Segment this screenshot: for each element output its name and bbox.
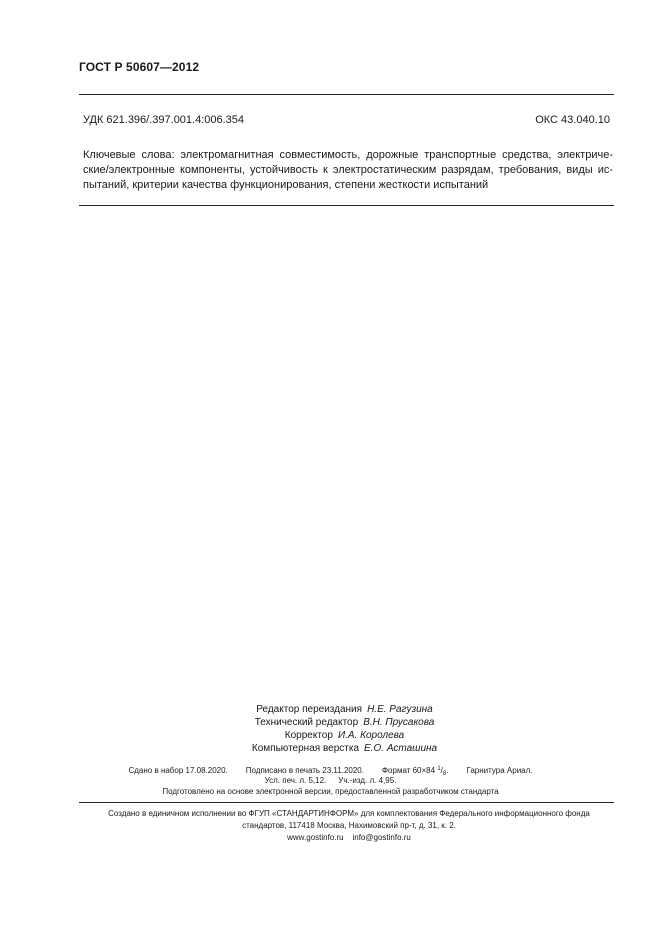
- top-divider: [79, 94, 614, 95]
- credit-name: И.А. Королева: [337, 730, 405, 741]
- credit-role: Технический редактор: [254, 717, 359, 728]
- footer-divider: [79, 802, 614, 803]
- footer-line: Создано в единичном исполнении во ФГУП «СТАНДАРТИНФОРМ» для комплектования Федерального информационного фонда: [108, 809, 590, 818]
- footer-line: стандартов, 117418 Москва, Нахимовский пр-т, д. 31, к. 2.: [242, 821, 456, 830]
- publisher-footer: [79, 808, 619, 844]
- standard-id: ГОСТ Р 50607—2012: [79, 60, 200, 74]
- editorial-credits: [0, 703, 661, 755]
- email-link[interactable]: info@gostinfo.ru: [352, 833, 411, 842]
- source-note: Подготовлено на основе электронной версии, предоставленной разработчиком стандарта: [162, 787, 499, 796]
- credit-name: Н.Е. Рагузина: [367, 704, 433, 715]
- oks-code: ОКС 43.040.10: [535, 114, 610, 126]
- sheet-counts: [0, 775, 661, 786]
- keywords-line: пытаний, критерии качества функционирования, степени жесткости испытаний: [83, 179, 489, 191]
- credit-name: В.Н. Прусакова: [363, 717, 435, 728]
- keywords-paragraph: [83, 148, 613, 193]
- credit-role: Редактор переиздания: [256, 704, 363, 715]
- credit-role: Компьютерная верстка: [251, 743, 360, 754]
- paper-format: Формат 60×84 $^1/_8$.: [381, 766, 449, 777]
- keywords-line: Ключевые слова: электромагнитная совместимость, дорожные транспортные средства, электриче-: [83, 149, 613, 161]
- keywords-line: ские/электронные компоненты, устойчивость к электростатическим разрядам, требования, виды ис-: [83, 164, 613, 176]
- typeface: Гарнитура Ариал.: [466, 766, 533, 775]
- udk-code: УДК 621.396/.397.001.4:006.354: [83, 114, 245, 126]
- publisher-sheets: Уч.-изд. л. 4,95.: [338, 776, 397, 785]
- credit-row: [0, 729, 661, 742]
- signed-date: Подписано в печать 23.11.2020.: [245, 766, 364, 775]
- website-link[interactable]: www.gostinfo.ru: [287, 833, 344, 842]
- print-sheets: Усл. печ. л. 5,12.: [264, 776, 327, 785]
- footer-contacts: [79, 832, 619, 844]
- credit-row: [0, 742, 661, 755]
- credit-row: [0, 703, 661, 716]
- credit-role: Корректор: [284, 730, 333, 741]
- keywords-divider: [79, 205, 614, 206]
- submitted-date: Сдано в набор 17.08.2020.: [128, 766, 228, 775]
- credit-row: [0, 716, 661, 729]
- credit-name: Е.О. Асташина: [364, 743, 438, 754]
